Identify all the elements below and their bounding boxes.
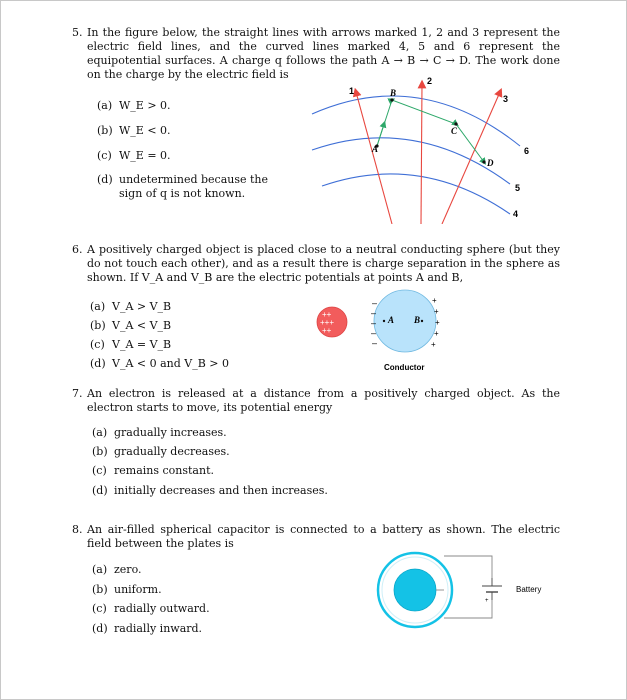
point-d-label: D — [487, 158, 494, 168]
q8-option-d[interactable]: (d) radially inward. — [92, 622, 203, 635]
q8-option-a[interactable]: (a) zero. — [92, 563, 142, 576]
positive-charges: + — [434, 329, 439, 338]
equipotential-line-5 — [312, 138, 510, 184]
q8-option-b[interactable]: (b) uniform. — [92, 583, 162, 596]
q5-option-c[interactable]: (c) W_E = 0. — [97, 149, 171, 162]
q6-option-a[interactable]: (a) V_A > V_B — [90, 300, 172, 313]
positive-charges: + — [434, 307, 439, 316]
q5-option-b[interactable]: (b) W_E < 0. — [97, 124, 171, 137]
q6-option-b[interactable]: (b) V_A < V_B — [90, 319, 172, 332]
question-number: 5. — [72, 26, 83, 39]
surface-label-5: 5 — [515, 183, 521, 193]
question-6 — [72, 243, 560, 285]
field-label-1: 1 — [349, 86, 355, 96]
object-charges: ++ — [322, 326, 332, 335]
conductor-caption: Conductor — [384, 363, 425, 372]
q7-option-a[interactable]: (a) gradually increases. — [92, 426, 227, 439]
q5-field-figure — [310, 74, 550, 224]
question-stem: An electron is released at a distance from a positively charged object. As the electron starts to move, its potential energy — [87, 387, 560, 414]
field-label-2: 2 — [427, 76, 433, 86]
charge-path — [377, 100, 484, 162]
q8-capacitor-figure — [372, 548, 562, 633]
point-b-label: B — [414, 315, 421, 325]
negative-charges: – — [371, 328, 377, 338]
negative-charges: – — [372, 338, 378, 348]
q5-option-d[interactable]: (d) undetermined because the — [97, 173, 269, 186]
negative-charges: – — [371, 318, 377, 328]
question-stem: In the figure below, the straight lines with arrows marked 1, 2 and 3 represent the electric field lines, and the curved lines marked 4, 5 and 6 represent the equipotential surfaces. A charge q follows the path A → B → C → D. The work done on the charge by the electric field is — [87, 26, 560, 81]
q7-option-c[interactable]: (c) remains constant. — [92, 464, 214, 477]
question-8 — [72, 523, 560, 551]
question-number: 8. — [72, 523, 83, 536]
positive-charges: + — [435, 318, 440, 327]
positive-charges: + — [431, 340, 436, 349]
field-line-1 — [356, 92, 392, 224]
battery-plus: + — [485, 598, 489, 604]
q7-option-d[interactable]: (d) initially decreases and then increases. — [92, 484, 328, 497]
question-7 — [72, 387, 560, 415]
q7-option-b[interactable]: (b) gradually decreases. — [92, 445, 230, 458]
battery-label: Battery — [516, 585, 542, 594]
negative-charges: – — [372, 298, 378, 308]
q6-conductor-figure — [310, 288, 460, 378]
question-number: 7. — [72, 387, 83, 400]
surface-label-4: 4 — [513, 209, 519, 219]
object-charges: ++ — [322, 310, 332, 319]
point-c-label: C — [451, 126, 458, 136]
equipotential-line-4 — [322, 174, 510, 214]
field-line-2 — [421, 84, 422, 224]
q6-option-d[interactable]: (d) V_A < 0 and V_B > 0 — [90, 357, 230, 370]
path-arrow-ab — [377, 124, 384, 146]
object-charges: +++ — [320, 318, 335, 327]
point-b — [421, 320, 423, 322]
point-b-label: B — [390, 88, 397, 98]
field-label-3: 3 — [503, 94, 509, 104]
point-a — [383, 320, 385, 322]
q5-option-d-continued: sign of q is not known. — [119, 187, 246, 200]
q8-option-c[interactable]: (c) radially outward. — [92, 602, 210, 615]
surface-label-6: 6 — [524, 146, 530, 156]
question-stem: An air-filled spherical capacitor is connected to a battery as shown. The electric field between the plates is — [87, 523, 560, 550]
q5-option-a[interactable]: (a) W_E > 0. — [97, 99, 171, 112]
point-a-label: A — [388, 315, 395, 325]
point-d — [482, 160, 485, 163]
negative-charges: – — [371, 308, 377, 318]
positive-charges: + — [432, 296, 437, 305]
point-a-label: A — [372, 144, 379, 154]
q6-option-c[interactable]: (c) V_A = V_B — [90, 338, 172, 351]
point-b — [390, 98, 393, 101]
question-stem: A positively charged object is placed close to a neutral conducting sphere (but they do not touch each other), and as a result there is charge separation in the sphere as shown. If V_A and V_B are the electric potentials at points A and B, — [87, 243, 560, 284]
equipotential-line-6 — [312, 96, 520, 146]
inner-sphere — [394, 569, 436, 611]
question-number: 6. — [72, 243, 83, 256]
